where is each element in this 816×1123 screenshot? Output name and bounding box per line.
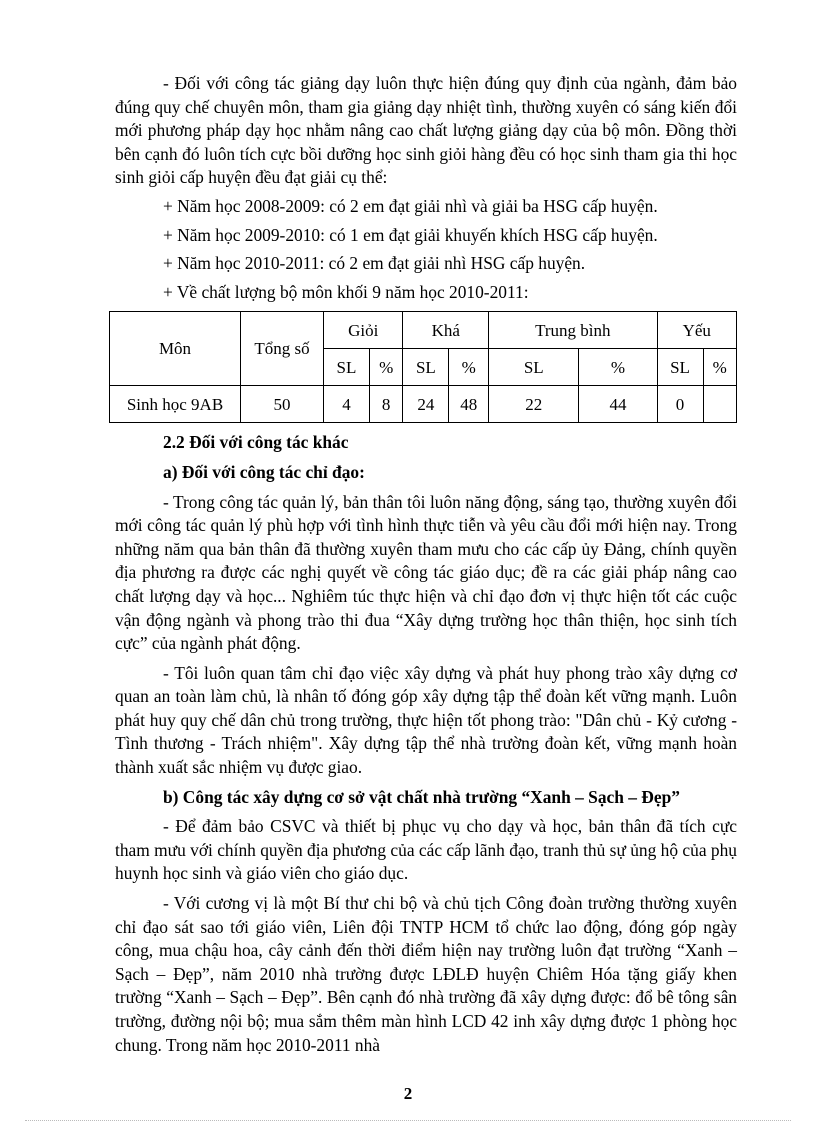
footer-divider (25, 1120, 791, 1121)
header-total: Tổng số (241, 312, 324, 386)
paragraph-a1: - Trong công tác quản lý, bản thân tôi luôn năng động, sáng tạo, thường xuyên đổi mới công tác quản lý phù hợp với tình hình thực tiễn và yêu cầu đổi mới hiện nay. Trong những năm qua bản thân đã thường xuyên tham mưu cho các cấp ủy Đảng, chính quyền địa phương ra được các nghị quyết về công tác giáo dục; đề ra các giải pháp nâng cao chất lượng dạy và học... Nghiêm túc thực hiện và chỉ đạo đơn vị thực hiện tốt các cuộc vận động ngành và phong trào thi đua “Xây dựng trường học thân thiện, học sinh tích cực” của ngành phát động. (115, 491, 737, 654)
page-content (115, 72, 737, 1057)
achievement-item: + Năm học 2009-2010: có 1 em đạt giải khuyến khích HSG cấp huyện. (163, 224, 658, 245)
cell-subject: Sinh học 9AB (110, 386, 241, 423)
subheader-pct: % (369, 349, 402, 386)
paragraph-a2: - Tôi luôn quan tâm chỉ đạo việc xây dựng và phát huy phong trào xây dựng cơ quan an toàn làm chủ, là nhân tố đóng góp xây dựng tập thể đoàn kết vững mạnh. Luôn phát huy quy chế dân chủ trong trường, thực hiện tốt phong trào: "Dân chủ - Kỷ cương - Tình thương - Trách nhiệm". Xây dựng tập thể nhà trường đoàn kết, vững mạnh hoàn thành xuất sắc nhiệm vụ được giao. (115, 662, 737, 778)
subsection-b-heading: b) Công tác xây dựng cơ sở vật chất nhà trường “Xanh – Sạch – Đẹp” (163, 786, 680, 807)
cell-yeu-sl: 0 (657, 386, 703, 423)
cell-gioi-sl: 4 (324, 386, 370, 423)
quality-intro: + Về chất lượng bộ môn khối 9 năm học 2010-2011: (163, 281, 529, 302)
header-trung-binh: Trung bình (489, 312, 658, 349)
intro-paragraph: - Đối với công tác giảng dạy luôn thực hiện đúng quy định của ngành, đảm bảo đúng quy chế chuyên môn, tham gia giảng dạy nhiệt tình, thường xuyên có sáng kiến đổi mới phương pháp dạy học nhằm nâng cao chất lượng giảng dạy của bộ môn. Đồng thời bên cạnh đó luôn tích cực bồi dưỡng học sinh giỏi hàng đều có học sinh tham gia thi học sinh giỏi cấp huyện đều đạt giải cụ thể: (115, 73, 737, 188)
paragraph-b1: - Để đảm bảo CSVC và thiết bị phục vụ cho dạy và học, bản thân đã tích cực tham mưu với chính quyền địa phương của các cấp lãnh đạo, tranh thủ sự ủng hộ của phụ huynh học sinh và giáo viên cho giáo dục. (115, 816, 737, 884)
page-number: 2 (403, 1084, 413, 1103)
subheader-pct: % (449, 349, 489, 386)
header-kha: Khá (403, 312, 489, 349)
subheader-sl: SL (489, 349, 579, 386)
subheader-pct: % (579, 349, 657, 386)
table-header-row (110, 312, 737, 349)
subheader-sl: SL (403, 349, 449, 386)
cell-kha-sl: 24 (403, 386, 449, 423)
cell-total: 50 (241, 386, 324, 423)
subsection-a-heading: a) Đối với công tác chỉ đạo: (163, 461, 365, 482)
cell-yeu-pct (703, 386, 737, 423)
cell-tb-sl: 22 (489, 386, 579, 423)
results-table (109, 311, 737, 423)
cell-tb-pct: 44 (579, 386, 657, 423)
table-row (110, 386, 737, 423)
achievement-item: + Năm học 2008-2009: có 2 em đạt giải nhì và giải ba HSG cấp huyện. (163, 195, 658, 216)
paragraph-b2: - Với cương vị là một Bí thư chi bộ và chủ tịch Công đoàn trường thường xuyên chỉ đạo sát sao tới giáo viên, Liên đội TNTP HCM tổ chức lao động, đóng góp ngày công, mua chậu hoa, cây cảnh đến thời điểm hiện nay trường luôn đạt trường “Xanh – Sạch – Đẹp”, năm 2010 nhà trường được LĐLĐ huyện Chiêm Hóa tặng giấy khen trường “Xanh – Sạch – Đẹp”. Bên cạnh đó nhà trường đã xây dựng được: đổ bê tông sân trường, đường nội bộ; mua sắm thêm màn hình LCD 42 inh xây dựng được 1 phòng học chung. Trong năm học 2010-2011 nhà (115, 893, 737, 1055)
header-subject: Môn (110, 312, 241, 386)
header-gioi: Giỏi (324, 312, 403, 349)
header-yeu: Yếu (657, 312, 736, 349)
section-heading: 2.2 Đối với công tác khác (163, 432, 349, 453)
cell-kha-pct: 48 (449, 386, 489, 423)
achievement-item: + Năm học 2010-2011: có 2 em đạt giải nhì HSG cấp huyện. (163, 253, 586, 274)
subheader-sl: SL (657, 349, 703, 386)
subheader-pct: % (703, 349, 737, 386)
cell-gioi-pct: 8 (369, 386, 402, 423)
subheader-sl: SL (324, 349, 370, 386)
